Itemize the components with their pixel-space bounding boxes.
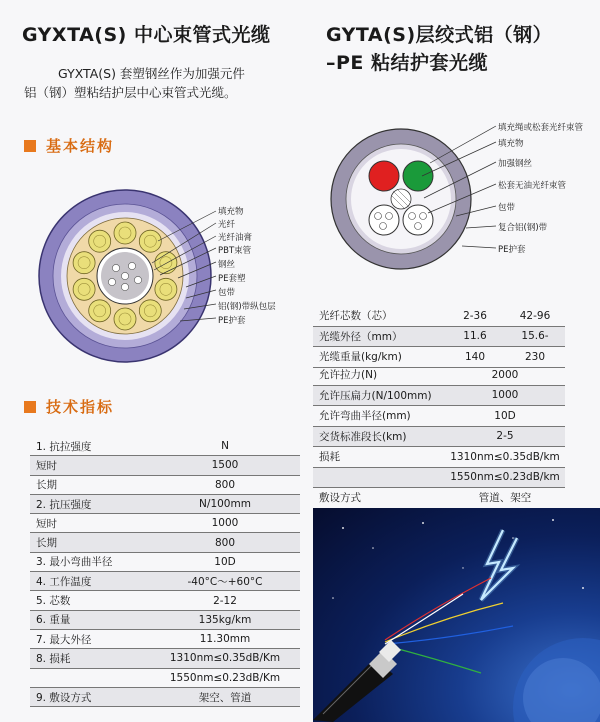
- table-row: [30, 591, 300, 610]
- steel-wire: [114, 222, 136, 244]
- label-composite-tape: 复合铝(钢)带: [498, 223, 548, 233]
- right-spec-table-1: [313, 306, 565, 368]
- label-filler-right: 填充物: [498, 139, 524, 149]
- spec-value-a: 2-36: [445, 306, 505, 326]
- spec-label: 长期: [30, 475, 150, 494]
- label-loose-tube: 松套无油光纤束管: [498, 181, 567, 191]
- section-structure-label: 基本结构: [46, 137, 115, 155]
- table-row: [313, 347, 565, 368]
- spec-label: 9. 敷设方式: [30, 687, 150, 706]
- table-row: [30, 629, 300, 648]
- steel-wire: [89, 300, 111, 322]
- spec-label: 允许弯曲半径(mm): [313, 406, 445, 427]
- table-row: [30, 572, 300, 591]
- spec-value: -40°C～+60°C: [150, 572, 300, 591]
- table-row: [30, 514, 300, 533]
- spec-value: 1550nm≤0.23dB/Km: [150, 668, 300, 687]
- spec-value: 2-12: [150, 591, 300, 610]
- spec-label: 3. 最小弯曲半径: [30, 552, 150, 571]
- table-row: [313, 365, 565, 385]
- table-row: [30, 668, 300, 687]
- spec-label: 交货标准段长(km): [313, 426, 445, 447]
- table-row: [30, 687, 300, 706]
- spec-label: 短时: [30, 456, 150, 475]
- spec-value: 10D: [445, 406, 565, 427]
- left-spec-table: [30, 437, 300, 707]
- spec-value-b: 15.6-: [505, 326, 565, 347]
- spec-label: 2. 抗压强度: [30, 494, 150, 513]
- label-pe-coated: PE套塑: [218, 274, 246, 284]
- spec-label: [313, 467, 445, 488]
- right-leader-lines: [420, 118, 500, 268]
- table-row: [30, 649, 300, 668]
- table-row: [30, 494, 300, 513]
- spec-value: N/100mm: [150, 494, 300, 513]
- spec-value: 135kg/km: [150, 610, 300, 629]
- label-filler-rope: 填充绳或松套光纤束管: [498, 123, 584, 133]
- spec-value: 800: [150, 475, 300, 494]
- label-filler: 填充物: [218, 207, 244, 217]
- table-row: [313, 385, 565, 406]
- spec-value: 架空、管道: [150, 687, 300, 706]
- spec-label: 允许压扁力(N/100mm): [313, 385, 445, 406]
- table-row: [313, 488, 565, 509]
- spec-label: 7. 最大外径: [30, 629, 150, 648]
- spec-value: 管道、架空: [445, 488, 565, 509]
- left-leader-lines: [150, 205, 220, 335]
- table-row: [30, 475, 300, 494]
- spec-value-a: 140: [445, 347, 505, 368]
- left-intro-line-2: 铝（钢）塑粘结护层中心束管式光缆。: [24, 85, 237, 100]
- spec-value: 2-5: [445, 426, 565, 447]
- table-row: [30, 456, 300, 475]
- label-steel-wire: 钢丝: [218, 260, 236, 270]
- table-row: [30, 610, 300, 629]
- label-tape-right: 包带: [498, 203, 516, 213]
- table-row: [313, 406, 565, 427]
- spec-value: 1000: [150, 514, 300, 533]
- spec-label: 敷设方式: [313, 488, 445, 509]
- spec-value: 800: [150, 533, 300, 552]
- left-intro-line-1: GYXTA(S) 套塑钢丝作为加强元件: [58, 66, 245, 81]
- spec-value: 1000: [445, 385, 565, 406]
- spec-label: [30, 668, 150, 687]
- table-row: [313, 426, 565, 447]
- section-tech-heading: [24, 396, 114, 417]
- right-title-line-1: GYTA(S)层绞式铝（钢）: [326, 24, 553, 46]
- table-row: [30, 533, 300, 552]
- spec-label: 允许拉力(N): [313, 365, 445, 385]
- table-row: [313, 467, 565, 488]
- spec-value: 11.30mm: [150, 629, 300, 648]
- right-spec-table-2: [313, 365, 565, 509]
- left-title: GYXTA(S) 中心束管式光缆: [22, 24, 271, 46]
- steel-wire: [73, 252, 95, 274]
- spec-value: 1500: [150, 456, 300, 475]
- spec-value-b: 42-96: [505, 306, 565, 326]
- table-row: [30, 552, 300, 571]
- label-pe-sheath-right: PE护套: [498, 245, 526, 255]
- spec-value: 2000: [445, 365, 565, 385]
- label-tape: 包带: [218, 288, 236, 298]
- spec-label: 短时: [30, 514, 150, 533]
- spec-value: 10D: [150, 552, 300, 571]
- spec-label: 8. 损耗: [30, 649, 150, 668]
- label-armor-layer: 铝(钢)带纵包层: [218, 302, 276, 312]
- spec-value: N: [150, 437, 300, 456]
- table-row: [313, 306, 565, 326]
- label-reinforcing-wire: 加强钢丝: [498, 159, 533, 169]
- spec-value: 1550nm≤0.23dB/km: [445, 467, 565, 488]
- spec-label: 光缆外径（mm）: [313, 326, 445, 347]
- spec-label: 1. 抗拉强度: [30, 437, 150, 456]
- spec-value: 1310nm≤0.35dB/km: [445, 447, 565, 468]
- spec-value-b: 230: [505, 347, 565, 368]
- spec-label: 光缆重量(kg/km): [313, 347, 445, 368]
- right-title-line-2: –PE 粘结护套光缆: [326, 52, 489, 74]
- table-row: [313, 326, 565, 347]
- steel-wire: [73, 278, 95, 300]
- spec-label: 长期: [30, 533, 150, 552]
- cable-photo: [313, 508, 600, 722]
- spec-label: 5. 芯数: [30, 591, 150, 610]
- table-row: [30, 437, 300, 456]
- spec-label: 损耗: [313, 447, 445, 468]
- steel-wire: [114, 308, 136, 330]
- section-structure-heading: [24, 135, 114, 156]
- spec-value: 1310nm≤0.35dB/Km: [150, 649, 300, 668]
- label-pe-sheath: PE护套: [218, 316, 246, 326]
- spec-label: 6. 重量: [30, 610, 150, 629]
- table-row: [313, 447, 565, 468]
- spec-value-a: 11.6: [445, 326, 505, 347]
- orange-square-icon: [24, 140, 36, 152]
- steel-wire: [89, 230, 111, 252]
- section-tech-label: 技术指标: [46, 398, 115, 416]
- spec-label: 光纤芯数（芯）: [313, 306, 445, 326]
- cable-photo-art: [313, 508, 600, 722]
- orange-square-icon: [24, 401, 36, 413]
- label-fiber: 光纤: [218, 220, 236, 230]
- spec-label: 4. 工作温度: [30, 572, 150, 591]
- label-fiber-gel: 光纤油膏: [218, 233, 253, 243]
- label-pbt-tube: PBT束管: [218, 246, 252, 256]
